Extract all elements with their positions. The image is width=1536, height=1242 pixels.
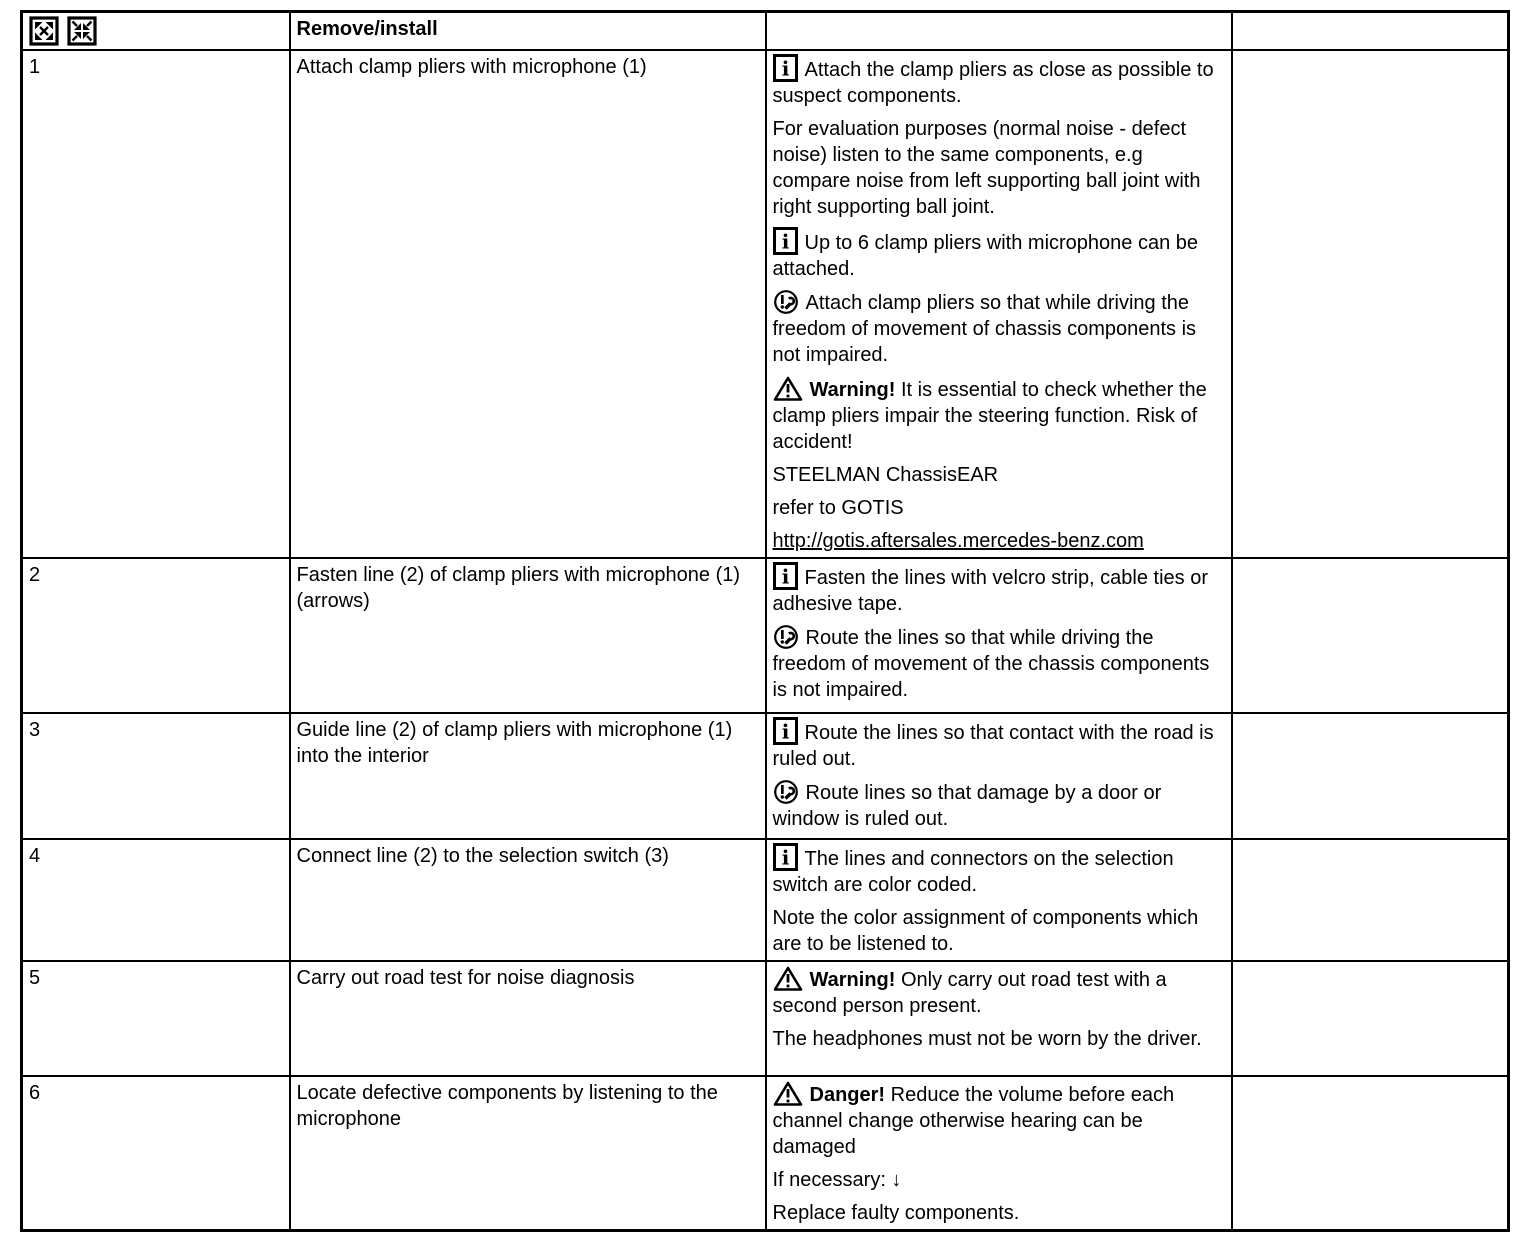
warning-icon — [773, 1080, 803, 1107]
collapse-icon[interactable] — [67, 16, 97, 46]
note-note — [773, 624, 1225, 703]
instructions-cell — [766, 713, 1232, 839]
step-number: 5 — [22, 961, 290, 1076]
note-icon — [773, 289, 799, 315]
instructions-cell — [766, 1076, 1232, 1231]
step-number: 3 — [22, 713, 290, 839]
note-text: The headphones must not be worn by the driver. — [772, 1028, 1202, 1050]
table-row — [22, 558, 1509, 713]
warning-note — [773, 375, 1225, 455]
header-extra — [1232, 12, 1509, 51]
info-note — [773, 843, 1225, 898]
empty-cell — [1232, 713, 1509, 839]
note-icon — [773, 624, 799, 650]
note-text: Route the lines so that while driving the freedom of movement of the chassis components is not impaired. — [772, 627, 1210, 701]
note-text: refer to GOTIS — [772, 497, 904, 519]
info-icon — [773, 717, 798, 745]
note-text: Route the lines so that contact with the road is ruled out. — [772, 722, 1214, 770]
task-description: Carry out road test for noise diagnosis — [290, 961, 766, 1076]
info-icon — [773, 227, 798, 255]
empty-cell — [1232, 558, 1509, 713]
step-number: 4 — [22, 839, 290, 961]
svg-text:i: i — [781, 56, 789, 81]
note-text: It is essential to check whether the clamp pliers impair the steering function. Risk of accident! — [772, 379, 1207, 453]
warning-note — [773, 1080, 1225, 1160]
info-icon — [773, 843, 798, 871]
svg-text:i: i — [781, 564, 789, 589]
step-number: 1 — [22, 50, 290, 558]
step-number: 6 — [22, 1076, 290, 1231]
note-text: For evaluation purposes (normal noise - defect noise) listen to the same components, e.g compare noise from left supporting ball joint with right supporting ball joint. — [772, 118, 1201, 218]
note-text: If necessary: ↓ — [772, 1169, 902, 1191]
instructions-cell — [766, 558, 1232, 713]
note-text: Reduce the volume before each channel change otherwise hearing can be damaged — [772, 1084, 1175, 1158]
empty-cell — [1232, 50, 1509, 558]
task-description: Locate defective components by listening to the microphone — [290, 1076, 766, 1231]
plain-note — [773, 495, 1225, 521]
table-row — [22, 50, 1509, 558]
note-text: The lines and connectors on the selection switch are color coded. — [772, 848, 1174, 896]
note-text: STEELMAN ChassisEAR — [772, 464, 999, 486]
note-text: Only carry out road test with a second person present. — [772, 969, 1167, 1017]
note-note — [773, 779, 1225, 832]
note-keyword: Warning! — [809, 969, 896, 991]
svg-text:i: i — [781, 719, 789, 744]
empty-cell — [1232, 1076, 1509, 1231]
instructions-cell — [766, 839, 1232, 961]
plain-note — [773, 528, 1225, 554]
task-description: Connect line (2) to the selection switch (3) — [290, 839, 766, 961]
svg-text:i: i — [781, 845, 789, 870]
plain-note — [773, 1167, 1225, 1193]
warning-icon — [773, 375, 803, 402]
note-text: Note the color assignment of components which are to be listened to. — [772, 907, 1199, 955]
plain-note — [773, 116, 1225, 220]
task-description: Guide line (2) of clamp pliers with microphone (1) into the interior — [290, 713, 766, 839]
table-row — [22, 713, 1509, 839]
note-text: Attach the clamp pliers as close as possible to suspect components. — [772, 59, 1214, 107]
instructions-cell — [766, 50, 1232, 558]
note-icon — [773, 779, 799, 805]
info-note — [773, 717, 1225, 772]
plain-note — [773, 905, 1225, 957]
header-icons-cell — [22, 12, 290, 51]
task-description: Fasten line (2) of clamp pliers with microphone (1) (arrows) — [290, 558, 766, 713]
table-row — [22, 1076, 1509, 1231]
plain-note — [773, 462, 1225, 488]
note-keyword: Danger! — [809, 1084, 886, 1106]
info-icon — [773, 562, 798, 590]
expand-icon[interactable] — [29, 16, 59, 46]
note-keyword: Warning! — [809, 379, 896, 401]
task-description: Attach clamp pliers with microphone (1) — [290, 50, 766, 558]
svg-text:i: i — [781, 229, 789, 254]
empty-cell — [1232, 839, 1509, 961]
warning-note — [773, 965, 1225, 1019]
note-text: Replace faulty components. — [772, 1202, 1020, 1224]
table-row — [22, 839, 1509, 961]
note-text: Attach clamp pliers so that while driving the freedom of movement of chassis components is not impaired. — [772, 292, 1197, 366]
note-text: Route lines so that damage by a door or window is ruled out. — [772, 782, 1162, 830]
instructions-cell — [766, 961, 1232, 1076]
note-text: Fasten the lines with velcro strip, cable ties or adhesive tape. — [772, 567, 1209, 615]
note-note — [773, 289, 1225, 368]
info-note — [773, 227, 1225, 282]
info-note — [773, 562, 1225, 617]
header-row — [22, 12, 1509, 51]
empty-cell — [1232, 961, 1509, 1076]
plain-note — [773, 1026, 1225, 1052]
steps-body — [22, 50, 1509, 1231]
info-note — [773, 54, 1225, 109]
header-instructions — [766, 12, 1232, 51]
gotis-link[interactable]: http://gotis.aftersales.mercedes-benz.com — [772, 530, 1144, 552]
table-row — [22, 961, 1509, 1076]
procedure-table — [20, 10, 1510, 1232]
plain-note — [773, 1200, 1225, 1226]
warning-icon — [773, 965, 803, 992]
header-remove-install: Remove/install — [290, 12, 766, 51]
info-icon — [773, 54, 798, 82]
note-text: Up to 6 clamp pliers with microphone can be attached. — [772, 232, 1199, 280]
step-number: 2 — [22, 558, 290, 713]
